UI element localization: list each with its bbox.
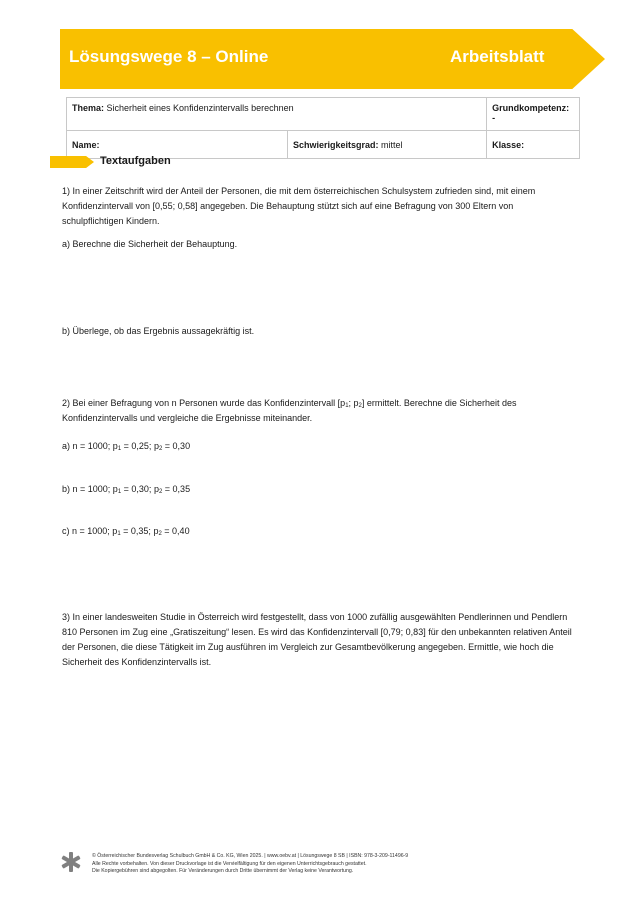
- name-field[interactable]: Name:: [67, 131, 288, 159]
- section-title: Textaufgaben: [100, 155, 171, 167]
- difficulty-value: mittel: [378, 139, 403, 150]
- difficulty-cell: [288, 131, 487, 159]
- page-title: Lösungswege 8 – Online: [69, 47, 269, 66]
- topic-cell: [67, 98, 487, 131]
- footer: [92, 853, 408, 876]
- topic-label: Thema:: [72, 103, 105, 113]
- task-1-intro: 1) In einer Zeitschrift wird der Anteil der Personen, die mit dem österreichischen Schulsystem zufrieden sind, mit einem Konfidenzintervall von [0,55; 0,58] angegeben. Die Behauptung stützt sich auf eine Befragung von 300 Eltern von schulpflichtigen Kindern.: [62, 186, 536, 226]
- class-field[interactable]: Klasse:: [487, 131, 580, 159]
- topic-value: Sicherheit eines Konfidenzintervalls berechnen: [104, 103, 294, 113]
- difficulty-label: Schwierigkeitsgrad:: [293, 139, 379, 150]
- task-3: 3) In einer landesweiten Studie in Österreich wird festgestellt, dass von 1000 zufällig ausgewählten Pendlerinnen und Pendlern 810 Personen im Zug eine „Gratiszeitung“ lesen. Es wird das Konfidenzintervall [0,79; 0,83] für den unbekannten relativen Anteil der Personen, die diese Tätigkeit im Zug ausführen im Vergleich zur Gesamtbevölkerung angegeben. Ermittle, wie hoch die Sicherheit des Konfidenzintervalls ist.: [62, 612, 572, 667]
- publisher-logo-icon: [60, 851, 82, 873]
- task-2-intro: 2) Bei einer Befragung von n Personen wurde das Konfidenzintervall [$p_1$; $p_2$] ermittelt. Berechne die Sicherheit des Konfidenzintervalls und vergleiche die Ergebnisse miteinander.: [62, 398, 517, 423]
- document-type-label: Arbeitsblatt: [450, 47, 545, 66]
- competence-cell: Grundkompetenz: -: [487, 98, 580, 131]
- footer-rights: Alle Rechte vorbehalten. Von dieser Druckvorlage ist die Vervielfältigung für den eigenen Unterrichtsgebrauch gestattet.: [92, 860, 367, 867]
- footer-disclaimer: Die Kopiergebühren sind abgegolten. Für Veränderungen durch Dritte übernimmt der Verlag keine Verantwortung.: [92, 868, 354, 874]
- task-1b: b) Überlege, ob das Ergebnis aussagekräftig ist.: [62, 326, 255, 336]
- task-1a: a) Berechne die Sicherheit der Behauptung.: [62, 239, 238, 249]
- task-2c: c) n = 1000; $p_1 = 0,35$; $p_2 = 0,40$: [62, 526, 190, 537]
- meta-table: [66, 97, 580, 159]
- section-arrow-icon: [50, 156, 94, 168]
- task-2b: b) n = 1000; $p_1 = 0,30$; $p_2 = 0,35$: [62, 484, 191, 495]
- footer-copyright: © Österreichischer Bundesverlag Schulbuch GmbH & Co. KG, Wien 2025. | www.oebv.at | Lösungswege 8 SB | ISBN: 978-3-209-11496-9: [92, 853, 409, 859]
- task-2a: a) n = 1000; $p_1 = 0,25$; $p_2 = 0,30$: [62, 441, 191, 452]
